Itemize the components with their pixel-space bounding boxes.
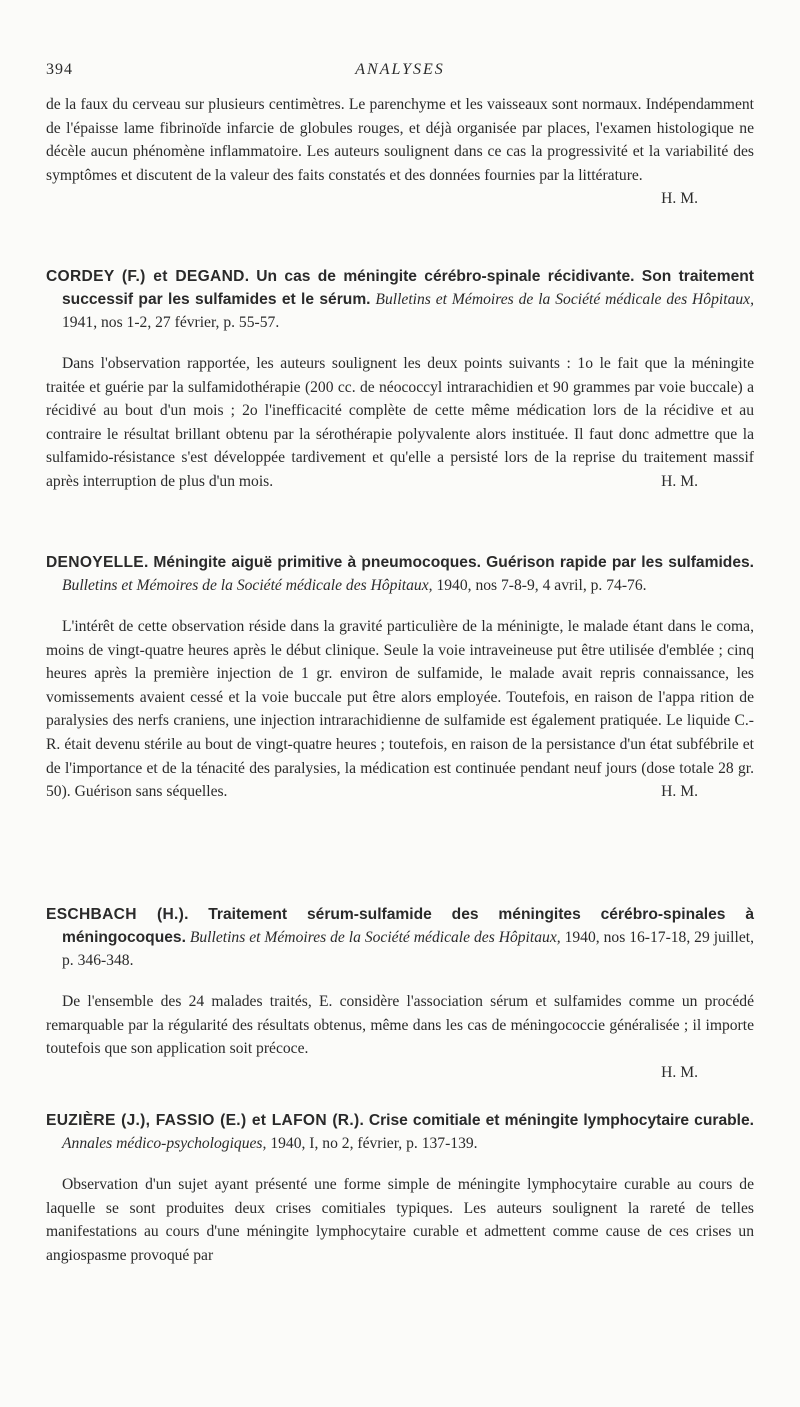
entry-authors: CORDEY (F.) et DEGAND.	[46, 268, 250, 285]
entry-authors: ESCHBACH (H.).	[46, 906, 189, 923]
previous-entry-signature: H. M.	[661, 190, 698, 208]
entry-body-text: L'intérêt de cette observation réside dans la gravité particulière de la méninigte, le malade étant dans le coma, moins de vingt-quatre heures après le début clinique. Seule la voie intraveineuse put être utilisée d'emblée ; cinq heures après la première injection de 1 gr. environ de sulfamide, le malade avait repris connaissance, les vomissements avaient cessé et la voie buccale put être alors employée. Toutefois, en raison de l'appa rition de paralysies des nerfs craniens, une injection intrarachidienne de sulfamide est également pratiquée. Le liquide C.-R. était devenu stérile au bout de vingt-quatre heures ; toutefois, en raison de la persistance d'un état subfébrile et de l'importance et de la ténacité des paralysies, la médication est continuée pendant neuf jours (dose totale 28 gr. 50). Guérison sans séquelles.	[46, 618, 754, 801]
entry-body	[46, 615, 754, 804]
review-entry-denoyelle	[46, 551, 754, 804]
entry-signature: H. M.	[661, 1063, 698, 1081]
entry-body: De l'ensemble des 24 malades traités, E. considère l'association sérum et sulfamides comme un procédé remarquable par la régularité des résultats obtenus, même dans les cas de méningococcie généralisée ; il importe toutefois que son application soit précoce.	[46, 993, 754, 1058]
entry-journal: Bulletins et Mémoires de la Société médicale des Hôpitaux,	[189, 929, 561, 946]
running-title: ANALYSES	[355, 61, 445, 78]
review-entry-euziere	[46, 1109, 754, 1267]
review-entry-cordey	[46, 265, 754, 494]
entry-title: Méningite aiguë primitive à pneumocoques. Guérison rapide par les sulfamides.	[153, 554, 754, 571]
entry-body: Observation d'un sujet ayant présenté une forme simple de méningite lymphocytaire curable au cours de laquelle se sont produites deux crises comitiales typiques. Les auteurs soulignent la rareté de telles manifestations au cours d'une méningite lymphocytaire curable et admettent comme cause de ces crises un angiospasme provoqué par	[46, 1176, 754, 1264]
entry-body-text: Dans l'observation rapportée, les auteurs soulignent les deux points suivants : 1o le fait que la méningite traitée et guérie par la sulfamidothérapie (200 cc. de néococcyl intrarachidien et 90 grammes par voie buccale) a récidivé au bout d'un mois ; 2o l'inefficacité complète de cette même médication lors de la récidive et au contraire le résultat brillant obtenu par la sérothérapie polyvalente alors instituée. Il faut donc admettre que la sulfamido-résistance s'est développée tardivement et qu'elle a persisté lors de la reprise du traitement massif après interruption de plus d'un mois.	[46, 355, 754, 490]
previous-entry-text: de la faux du cerveau sur plusieurs centimètres. Le parenchyme et les vaisseaux sont normaux. Indépendamment de l'épaisse lame fibrinoïde infarcie de globules rouges, et déjà organisée par places, l'examen histologique ne décèle aucun phénomène inflammatoire. Les auteurs soulignent dans ce cas la progressivité et la variabilité des symptômes et discutent de la valeur des faits constatés et des données fournies par la littérature.	[46, 96, 754, 184]
entry-title: Traitement sérum-sulfamide des méningites cérébro-spinales à méningocoques.	[62, 906, 755, 946]
entry-authors: DENOYELLE.	[46, 554, 149, 571]
entry-journal: Bulletins et Mémoires de la Société médicale des Hôpitaux,	[62, 577, 433, 594]
entry-reference: 1941, nos 1-2, 27 février, p. 55-57.	[62, 314, 280, 331]
entry-body	[46, 352, 754, 494]
entry-authors: EUZIÈRE (J.), FASSIO (E.) et LAFON (R.).	[46, 1112, 365, 1129]
entry-journal: Bulletins et Mémoires de la Société médicale des Hôpitaux,	[375, 291, 754, 308]
entry-signature: H. M.	[661, 472, 698, 490]
entry-journal: Annales médico-psychologiques,	[62, 1135, 267, 1152]
page-number: 394	[46, 61, 73, 78]
entry-reference: 1940, nos 7-8-9, 4 avril, p. 74-76.	[436, 577, 647, 594]
entry-heading	[46, 551, 754, 597]
running-header	[0, 58, 800, 80]
entry-reference: 1940, I, no 2, février, p. 137-139.	[270, 1135, 478, 1152]
previous-entry-continuation	[46, 93, 754, 211]
entry-title: Crise comitiale et méningite lymphocytaire curable.	[368, 1112, 754, 1129]
review-entry-eschbach	[46, 903, 754, 1084]
entry-reference: 1940, nos 16-17-18, 29 juillet, p. 346-348.	[62, 929, 754, 969]
entry-heading	[46, 1109, 754, 1155]
entry-title: Un cas de méningite cérébro-spinale récidivante. Son traitement successif par les sulfamides et le sérum.	[62, 268, 754, 308]
entry-heading	[46, 903, 754, 972]
entry-heading	[46, 265, 754, 334]
entry-signature: H. M.	[661, 783, 698, 801]
